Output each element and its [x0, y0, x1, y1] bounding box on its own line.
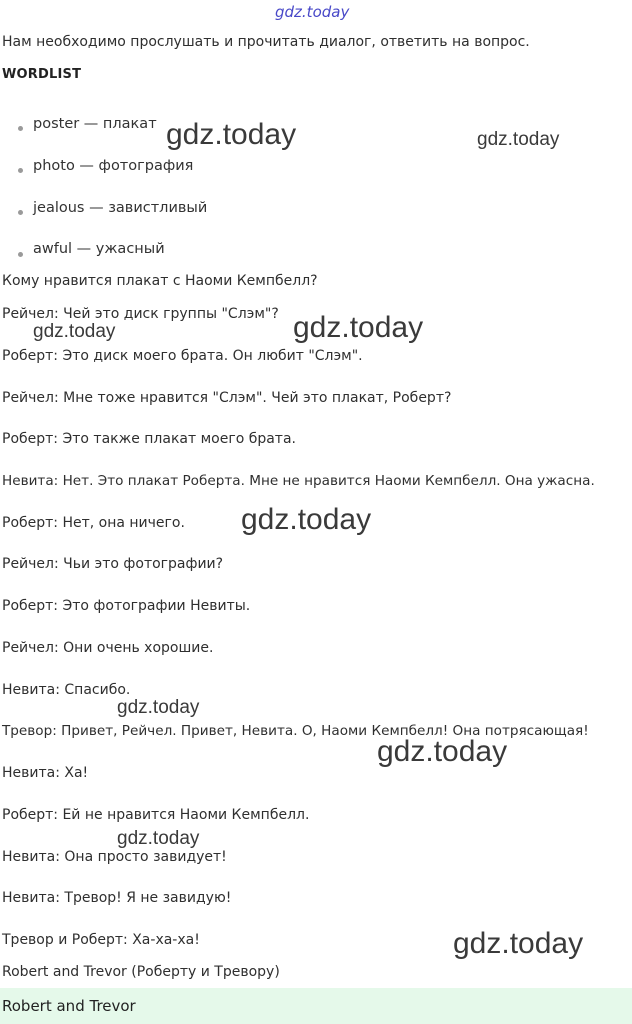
wordlist-item: photo — фотография	[33, 158, 194, 174]
dialogue-line: Роберт: Это диск моего брата. Он любит "Слэм".	[2, 348, 363, 364]
bullet-icon	[18, 210, 23, 215]
watermark: gdz.today	[117, 828, 200, 849]
answer-text: Robert and Trevor	[2, 997, 136, 1015]
watermark: gdz.today	[241, 503, 372, 536]
watermark: gdz.today	[166, 118, 297, 151]
dialogue-line: Рейчел: Они очень хорошие.	[2, 640, 214, 656]
dialogue-line: Роберт: Это фотографии Невиты.	[2, 598, 251, 614]
question-text: Кому нравится плакат с Наоми Кемпбелл?	[2, 273, 318, 289]
dialogue-line: Роберт: Это также плакат моего брата.	[2, 431, 296, 447]
watermark: gdz.today	[453, 927, 584, 960]
dialogue-line: Роберт: Нет, она ничего.	[2, 515, 185, 531]
bullet-icon	[18, 252, 23, 257]
dialogue-line: Тревор: Привет, Рейчел. Привет, Невита. О, Наоми Кемпбелл! Она потрясающая!	[2, 723, 589, 739]
dialogue-line: Тревор и Роберт: Ха-ха-ха!	[2, 932, 200, 948]
wordlist-item: jealous — завистливый	[33, 200, 208, 216]
bullet-icon	[18, 168, 23, 173]
dialogue-line: Невита: Нет. Это плакат Роберта. Мне не нравится Наоми Кемпбелл. Она ужасна.	[2, 473, 595, 489]
dialogue-line: Невита: Тревор! Я не завидую!	[2, 890, 232, 906]
dialogue-line: Невита: Спасибо.	[2, 682, 131, 698]
dialogue-line: Рейчел: Чьи это фотографии?	[2, 556, 224, 572]
watermark: gdz.today	[377, 735, 508, 768]
dialogue-line: Невита: Она просто завидует!	[2, 849, 227, 865]
wordlist-item: poster — плакат	[33, 116, 157, 132]
translation-answer: Robert and Trevor (Роберту и Тревору)	[2, 964, 280, 980]
dialogue-line: Рейчел: Мне тоже нравится "Слэм". Чей это плакат, Роберт?	[2, 390, 452, 406]
watermark: gdz.today	[477, 129, 560, 150]
intro-text: Нам необходимо прослушать и прочитать диалог, ответить на вопрос.	[2, 34, 530, 50]
bullet-icon	[18, 126, 23, 131]
wordlist-item: awful — ужасный	[33, 241, 165, 257]
top-watermark: gdz.today	[275, 3, 350, 21]
dialogue-line: Невита: Ха!	[2, 765, 89, 781]
watermark: gdz.today	[117, 697, 200, 718]
dialogue-line: Роберт: Ей не нравится Наоми Кемпбелл.	[2, 807, 310, 823]
watermark: gdz.today	[33, 321, 116, 342]
wordlist-heading: WORDLIST	[2, 67, 82, 82]
dialogue-line: Рейчел: Чей это диск группы "Слэм"?	[2, 306, 279, 322]
watermark: gdz.today	[293, 311, 424, 344]
